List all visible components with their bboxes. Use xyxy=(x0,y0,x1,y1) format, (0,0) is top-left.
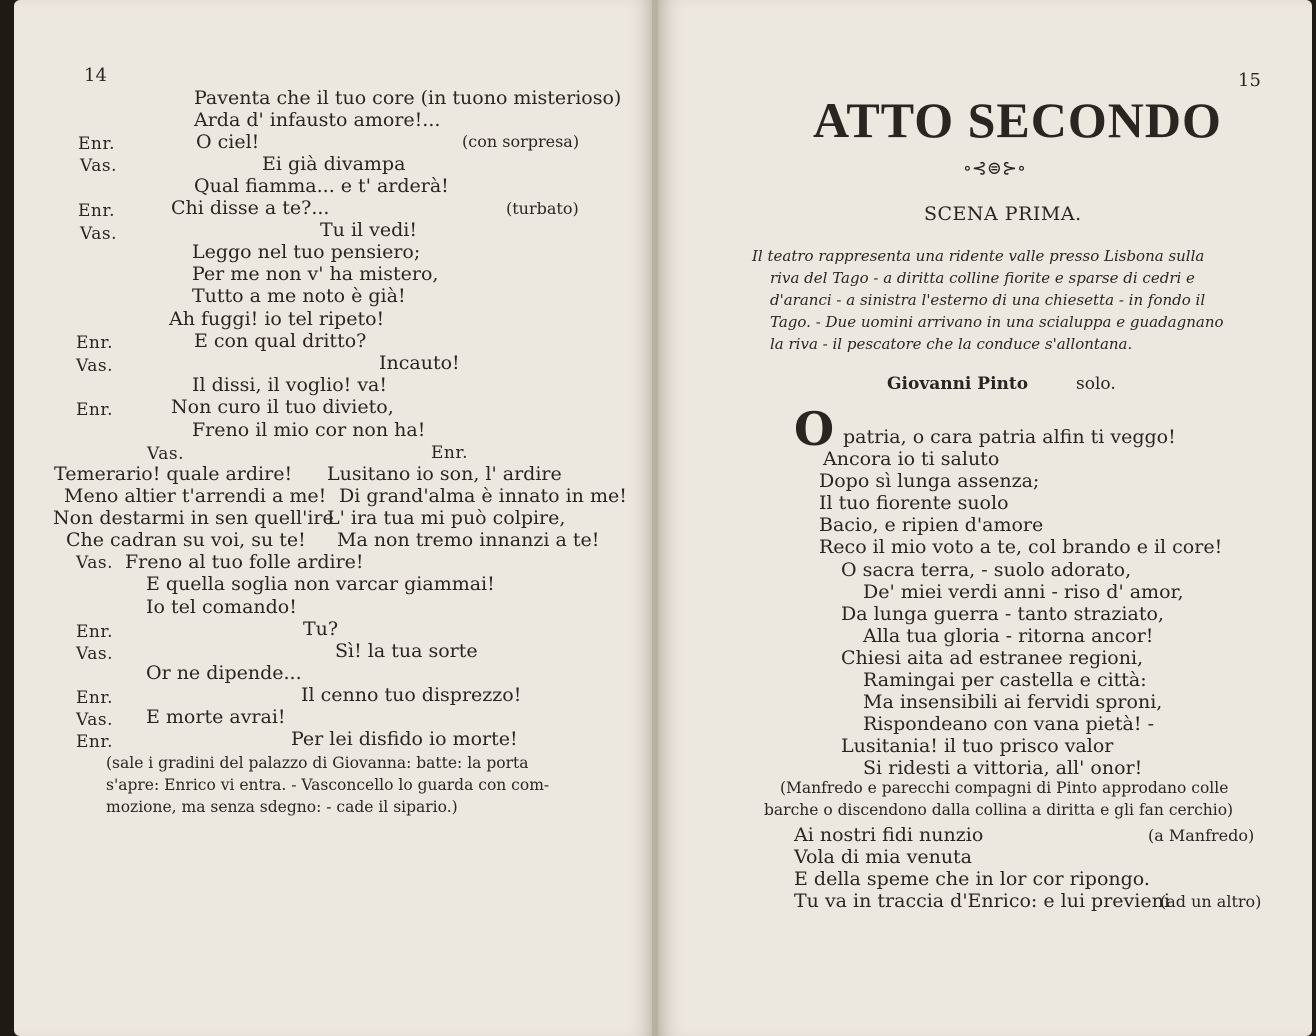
scene-title: SCENA PRIMA. xyxy=(924,203,1082,225)
stage-aside: (con sorpresa) xyxy=(462,132,580,151)
verse-line: Freno il mio cor non ha! xyxy=(192,419,426,441)
verse-line: Ah fuggi! io tel ripeto! xyxy=(169,308,385,330)
verse-line: Arda d' infausto amore!... xyxy=(194,109,441,131)
stage-direction: riva del Tago - a diritta colline fiorite e sparse di cedri e xyxy=(770,269,1195,287)
character-note: solo. xyxy=(1076,374,1116,394)
verse-line: Chi disse a te?... xyxy=(171,197,330,219)
verse-line: Leggo nel tuo pensiero; xyxy=(192,241,421,263)
speaker-enr: Enr. xyxy=(76,400,114,420)
stage-direction: (Manfredo e parecchi compagni di Pinto approdano colle xyxy=(780,779,1229,797)
verse-line: E quella soglia non varcar giammai! xyxy=(146,573,495,595)
verse-line: Ei già divampa xyxy=(262,153,406,175)
verse-line: Non destarmi in sen quell'ire xyxy=(53,507,334,529)
verse-line: Si ridesti a vittoria, all' onor! xyxy=(863,757,1143,779)
speaker-enr: Enr. xyxy=(431,443,469,463)
stage-direction: Il teatro rappresenta una ridente valle presso Lisbona sulla xyxy=(752,247,1205,265)
verse-line: Per lei disfido io morte! xyxy=(291,728,518,750)
verse-line: Tu il vedi! xyxy=(320,219,417,241)
stage-direction: d'aranci - a sinistra l'esterno di una chiesetta - in fondo il xyxy=(770,291,1206,309)
verse-line: L' ira tua mi può colpire, xyxy=(327,507,566,529)
drop-cap: O xyxy=(794,402,835,456)
verse-line: Io tel comando! xyxy=(146,596,297,618)
verse-line: Lusitano io son, l' ardire xyxy=(327,463,562,485)
verse-line: Tu va in traccia d'Enrico: e lui previeni xyxy=(794,890,1170,912)
verse-line: Ma insensibili ai fervidi sproni, xyxy=(863,691,1163,713)
speaker-vas: Vas. xyxy=(76,644,113,664)
verse-line: Ai nostri fidi nunzio xyxy=(794,824,984,846)
verse-line: Lusitania! il tuo prisco valor xyxy=(841,735,1114,757)
stage-direction: Tago. - Due uomini arrivano in una scialuppa e guadagnano xyxy=(770,313,1224,331)
verse-line: O sacra terra, - suolo adorato, xyxy=(841,559,1132,581)
speaker-vas: Vas. xyxy=(80,224,117,244)
verse-line: Non curo il tuo divieto, xyxy=(171,396,394,418)
speaker-enr: Enr. xyxy=(78,201,116,221)
verse-line: Il tuo fiorente suolo xyxy=(819,492,1009,514)
verse-line: E della speme che in lor cor ripongo. xyxy=(794,868,1150,890)
verse-line: Il cenno tuo disprezzo! xyxy=(301,684,522,706)
verse-line: Freno al tuo folle ardire! xyxy=(125,551,364,573)
speaker-enr: Enr. xyxy=(76,622,114,642)
verse-line: Or ne dipende... xyxy=(146,662,302,684)
verse-line: Di grand'alma è innato in me! xyxy=(339,485,627,507)
verse-line: Tutto a me noto è già! xyxy=(192,285,406,307)
verse-line: Tu? xyxy=(303,618,339,640)
verse-line: patria, o cara patria alfin ti veggo! xyxy=(843,426,1176,448)
character-name: Giovanni Pinto xyxy=(887,374,1029,394)
ornament-divider: ∘⊰⊜⊱∘ xyxy=(963,158,1026,179)
speaker-enr: Enr. xyxy=(76,333,114,353)
verse-line: E con qual dritto? xyxy=(194,330,367,352)
stage-direction: (sale i gradini del palazzo di Giovanna: batte: la porta xyxy=(106,754,529,772)
right-page xyxy=(658,0,1312,1036)
verse-line: Dopo sì lunga assenza; xyxy=(819,470,1040,492)
page-number: 14 xyxy=(84,65,107,86)
act-title: ATTO SECONDO xyxy=(813,92,1222,148)
page-number: 15 xyxy=(1238,70,1261,91)
verse-line: Ma non tremo innanzi a te! xyxy=(337,529,600,551)
speaker-enr: Enr. xyxy=(78,134,116,154)
verse-line: Vola di mia venuta xyxy=(794,846,973,868)
speaker-enr: Enr. xyxy=(76,688,114,708)
verse-line: Alla tua gloria - ritorna ancor! xyxy=(863,625,1154,647)
stage-direction: s'apre: Enrico vi entra. - Vasconcello lo guarda con com- xyxy=(106,776,550,794)
verse-line: Paventa che il tuo core (in tuono misterioso) xyxy=(194,87,622,109)
verse-line: De' miei verdi anni - riso d' amor, xyxy=(863,581,1184,603)
stage-direction: la riva - il pescatore che la conduce s'allontana. xyxy=(770,335,1133,353)
verse-line: Incauto! xyxy=(379,352,460,374)
stage-direction: barche o discendono dalla collina a diritta e gli fan cerchio) xyxy=(764,801,1234,819)
speaker-vas: Vas. xyxy=(80,156,117,176)
verse-line: Chiesi aita ad estranee regioni, xyxy=(841,647,1144,669)
verse-line: Meno altier t'arrendi a me! xyxy=(64,485,327,507)
verse-line: E morte avrai! xyxy=(146,706,286,728)
verse-line: Reco il mio voto a te, col brando e il core! xyxy=(819,536,1223,558)
verse-line: Da lunga guerra - tanto straziato, xyxy=(841,603,1164,625)
stage-aside: (turbato) xyxy=(506,199,579,218)
verse-line: Bacio, e ripien d'amore xyxy=(819,514,1044,536)
verse-line: Il dissi, il voglio! va! xyxy=(192,374,388,396)
stage-aside: (a Manfredo) xyxy=(1148,826,1255,845)
speaker-vas: Vas. xyxy=(76,356,113,376)
verse-line: Temerario! quale ardire! xyxy=(54,463,293,485)
speaker-vas: Vas. xyxy=(76,710,113,730)
stage-direction: mozione, ma senza sdegno: - cade il sipario.) xyxy=(106,798,458,816)
stage-aside: (ad un altro) xyxy=(1160,892,1262,911)
speaker-vas: Vas. xyxy=(147,444,184,464)
verse-line: O ciel! xyxy=(196,131,260,153)
verse-line: Ancora io ti saluto xyxy=(823,448,1000,470)
left-page xyxy=(14,0,654,1036)
speaker-vas: Vas. xyxy=(76,553,113,573)
verse-line: Per me non v' ha mistero, xyxy=(192,263,439,285)
verse-line: Che cadran su voi, su te! xyxy=(66,529,306,551)
verse-line: Qual fiamma... e t' arderà! xyxy=(194,175,449,197)
speaker-enr: Enr. xyxy=(76,732,114,752)
verse-line: Sì! la tua sorte xyxy=(335,640,478,662)
verse-line: Ramingai per castella e città: xyxy=(863,669,1147,691)
verse-line: Rispondeano con vana pietà! - xyxy=(863,713,1154,735)
